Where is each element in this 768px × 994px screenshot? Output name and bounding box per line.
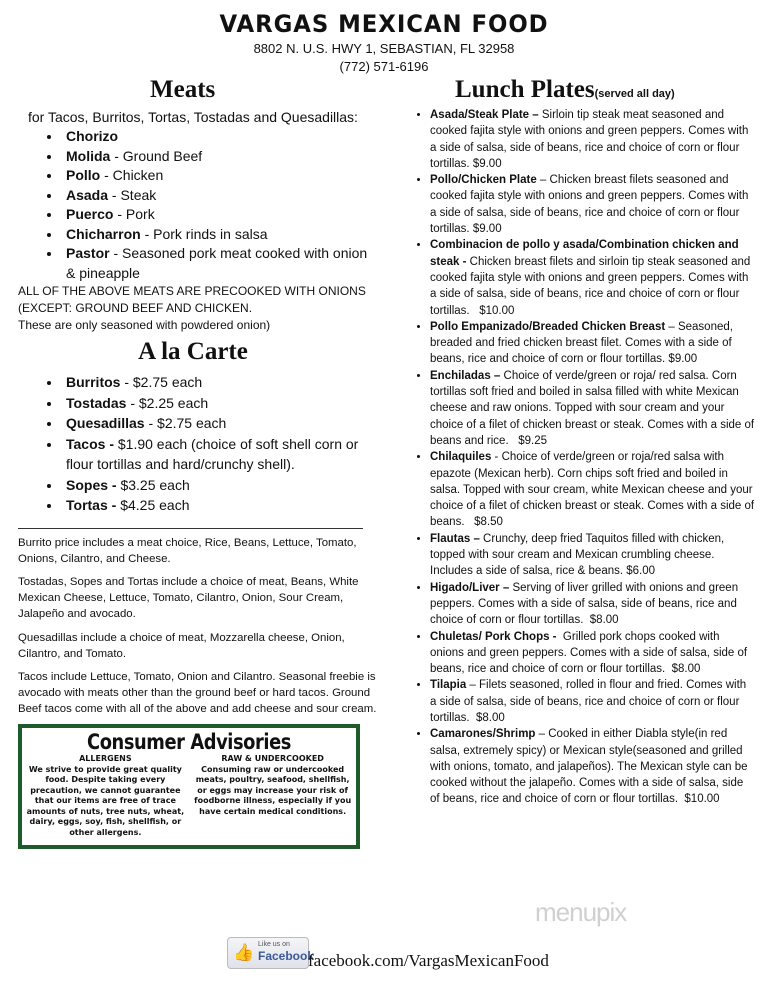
item-name: Tilapia bbox=[430, 679, 467, 692]
lunch-title: Lunch Plates bbox=[455, 76, 595, 103]
fb-small-text: Like us on bbox=[258, 941, 290, 948]
item-name: Higado/Liver – bbox=[430, 581, 510, 594]
facebook-link[interactable]: facebook.com/VargasMexicanFood bbox=[308, 951, 549, 970]
item-description: Sirloin tip steak meat seasoned and cooked fajita style with onions and green peppers. Comes with a side of salsa, side of beans, rice and choice of corn or flour tortillas. $9.00 bbox=[430, 109, 752, 170]
a-la-carte-heading: A la Carte bbox=[138, 338, 248, 365]
allergens-title: ALLERGENS bbox=[79, 754, 132, 763]
watermark: menupix bbox=[535, 897, 627, 927]
a-la-carte-list bbox=[18, 372, 378, 516]
item-description: - Steak bbox=[108, 186, 157, 203]
inclusion-note: Quesadillas include a choice of meat, Mozzarella cheese, Onion, Cilantro, and Tomato. bbox=[18, 631, 345, 660]
lunch-plate-item bbox=[430, 368, 758, 449]
item-description: - Choice of verde/green or roja/red salsa with epazote (Mexican herb). Corn chips soft fried and boiled in salsa. Topped with sour cream, white Mexican cheese and your choice of a filet of chicken breast or steak. Comes with a side of beans. $8.50 bbox=[430, 451, 758, 529]
meats-note-2: These are only seasoned with powdered onion) bbox=[18, 318, 271, 332]
lunch-subtitle: (served all day) bbox=[594, 88, 675, 100]
item-name: Tortas - bbox=[66, 497, 117, 513]
thumbs-up-icon: 👍 bbox=[233, 943, 255, 962]
lunch-plate-item bbox=[430, 531, 755, 580]
item-name: Puerco bbox=[66, 206, 114, 222]
item-description: – Seasoned, breaded and fried chicken breast filet. Comes with a side of beans, rice and choice of corn or flour tortillas. $9.00 bbox=[430, 320, 737, 366]
lunch-plate-item bbox=[430, 629, 755, 678]
inclusion-note: Tostadas, Sopes and Tortas include a choice of meat, Beans, White Mexican Cheese, Lettuce, Tomato, Cilantro, Onion, Sour Cream, Jalapeño and avocado. bbox=[18, 575, 359, 621]
lunch-plate-item bbox=[430, 726, 755, 807]
item-name: Molida bbox=[66, 147, 111, 164]
fb-brand-text: Facebook bbox=[258, 949, 315, 963]
address: 8802 N. U.S. HWY 1, SEBASTIAN, FL 32958 bbox=[253, 41, 515, 56]
meats-list bbox=[18, 127, 378, 283]
lunch-plate-item bbox=[430, 319, 755, 368]
meat-item bbox=[62, 166, 378, 186]
item-description: Serving of liver grilled with onions and green peppers. Comes with a side of salsa, side of beans, rice and choice of corn or flour tortillas. $8.00 bbox=[430, 581, 742, 627]
item-name: Tacos - bbox=[66, 435, 114, 452]
item-name: Pollo/Chicken Plate bbox=[430, 174, 537, 187]
item-description: $1.90 each (choice of soft shell corn or flour tortillas and hard/crunchy shell). bbox=[66, 435, 363, 472]
meat-item bbox=[62, 127, 378, 147]
item-name: Chuletas/ Pork Chops - bbox=[430, 630, 557, 643]
a-la-carte-item bbox=[62, 495, 378, 516]
raw-title: RAW & UNDERCOOKED bbox=[221, 754, 324, 763]
allergens-column bbox=[25, 754, 186, 838]
item-description: - Seasoned pork meat cooked with onion & pineapple bbox=[66, 245, 372, 281]
raw-text: Consuming raw or undercooked meats, poultry, seafood, shellfish, or eggs may increase your risk of foodborne illness, especially if you have certain medical conditions. bbox=[194, 764, 352, 816]
meats-heading: Meats bbox=[150, 76, 216, 103]
meats-note: ALL OF THE ABOVE MEATS ARE PRECOOKED WITH ONIONS (EXCEPT: GROUND BEEF AND CHICKEN. bbox=[18, 284, 366, 315]
item-name: Pollo bbox=[66, 167, 101, 183]
item-name: Camarones/Shrimp bbox=[430, 728, 536, 741]
item-name: Enchiladas – bbox=[430, 369, 501, 382]
meat-item bbox=[62, 205, 378, 225]
item-name: Asada/Steak Plate – bbox=[430, 109, 539, 121]
lunch-plates-column bbox=[405, 107, 758, 808]
a-la-carte-item bbox=[62, 475, 378, 496]
inclusion-note: Burrito price includes a meat choice, Rice, Beans, Lettuce, Tomato, Onions, Cilantro, and Cheese. bbox=[18, 536, 357, 565]
a-la-carte-item bbox=[62, 434, 378, 475]
lunch-plate-item bbox=[430, 107, 755, 172]
meat-item bbox=[62, 147, 378, 167]
item-name: Pollo Empanizado/Breaded Chicken Breast bbox=[430, 320, 666, 333]
divider bbox=[18, 528, 363, 529]
item-name: Chicharron bbox=[66, 225, 141, 242]
item-name: Quesadillas bbox=[66, 415, 145, 431]
item-name: Chorizo bbox=[66, 128, 119, 144]
allergens-text: We strive to provide great quality food. Despite taking every precaution, we cannot guarantee that our items are free of trace amounts of nuts, tree nuts, wheat, dairy, eggs, soy, fish, shellfish, or other allergens. bbox=[26, 764, 185, 837]
phone: (772) 571-6196 bbox=[339, 59, 429, 74]
consumer-advisory-box bbox=[18, 724, 360, 849]
a-la-carte-item bbox=[62, 413, 378, 434]
item-description: - $2.25 each bbox=[126, 394, 209, 411]
item-name: Pastor bbox=[66, 245, 110, 261]
item-description: Crunchy, deep fried Taquitos filled with chicken, topped with sour cream and Mexican crumbling cheese. Includes a side of salsa, rice & beans. $6.00 bbox=[430, 532, 728, 578]
item-name: Combinacion de pollo y asada/Combination chicken and steak - bbox=[430, 239, 739, 268]
lunch-plate-item bbox=[430, 449, 758, 530]
lunch-plate-item bbox=[430, 237, 755, 318]
item-description: - Ground Beef bbox=[110, 147, 203, 164]
item-name: Burritos bbox=[66, 374, 121, 390]
item-description: - $2.75 each bbox=[120, 374, 203, 390]
advisory-heading: Consumer Advisories bbox=[87, 730, 291, 754]
meat-item bbox=[62, 186, 378, 206]
a-la-carte-item bbox=[62, 372, 378, 393]
restaurant-name: VARGAS MEXICAN FOOD bbox=[219, 10, 549, 38]
item-description: Choice of verde/green or roja/ red salsa. Corn tortillas soft fried and boiled in salsa filled with white Mexican cheese and raw onions. Topped with sour cream and your choice of a filet of chicken breast or steak. Comes with a side of beans and rice. $9.25 bbox=[430, 369, 758, 447]
a-la-carte-item bbox=[62, 393, 378, 414]
item-description: - Chicken bbox=[100, 167, 164, 183]
lunch-plates-list bbox=[405, 107, 758, 808]
lunch-plate-item bbox=[430, 172, 755, 237]
item-name: Chilaquiles bbox=[430, 451, 492, 464]
item-description: Grilled pork chops cooked with onions and green peppers. Comes with a side of salsa, side of beans, rice and choice of corn or flour tortillas. $8.00 bbox=[430, 630, 751, 676]
meat-item bbox=[62, 225, 378, 245]
item-description: $3.25 each bbox=[116, 476, 190, 493]
item-description: – Chicken breast filets seasoned and cooked fajita style with onions and green peppers. Comes with a side of salsa, side of beans, rice and choice of corn or flour tortillas. $9.00 bbox=[430, 174, 752, 236]
raw-column bbox=[192, 754, 353, 838]
item-description: - Pork bbox=[113, 206, 155, 222]
item-description: - Pork rinds in salsa bbox=[140, 225, 268, 242]
item-name: Asada bbox=[66, 186, 109, 203]
item-name: Flautas – bbox=[430, 532, 480, 545]
item-description: – Cooked in either Diabla style(in red salsa, extremely spicy) or Mexican style(seasoned and grilled with onions, tomato, and jalapeños). The Mexican style can be cooked without the jalapeño. Comes with a side of salsa, side of beans, rice and choice of corn or flour tortillas. $10.00 bbox=[430, 728, 751, 806]
meat-item bbox=[62, 244, 378, 283]
left-column bbox=[18, 108, 378, 725]
item-name: Tostadas bbox=[66, 394, 127, 411]
facebook-like-button[interactable] bbox=[227, 937, 315, 969]
meats-intro: for Tacos, Burritos, Tortas, Tostadas and Quesadillas: bbox=[28, 109, 358, 125]
inclusions-notes bbox=[18, 535, 378, 718]
item-description: Chicken breast filets and sirloin tip steak seasoned and cooked fajita style with onions and green peppers. Comes with a side of salsa, side of beans, rice and choice of corn or flour tortillas. $10.00 bbox=[430, 255, 754, 317]
item-description: – Filets seasoned, rolled in flour and fried. Comes with a side of salsa, side of beans, rice and choice of corn or flour tortillas. $8.00 bbox=[430, 679, 750, 724]
item-description: - $2.75 each bbox=[144, 415, 227, 431]
lunch-plate-item bbox=[430, 580, 755, 629]
item-name: Sopes - bbox=[66, 476, 117, 493]
lunch-plate-item bbox=[430, 677, 755, 726]
inclusion-note: Tacos include Lettuce, Tomato, Onion and Cilantro. Seasonal freebie is avocado with meats other than the ground beef or hard tacos. Ground Beef tacos come with all of the above and add cheese and sour cream. bbox=[18, 670, 377, 716]
lunch-plates-heading bbox=[455, 76, 675, 104]
item-description: $4.25 each bbox=[116, 497, 190, 513]
